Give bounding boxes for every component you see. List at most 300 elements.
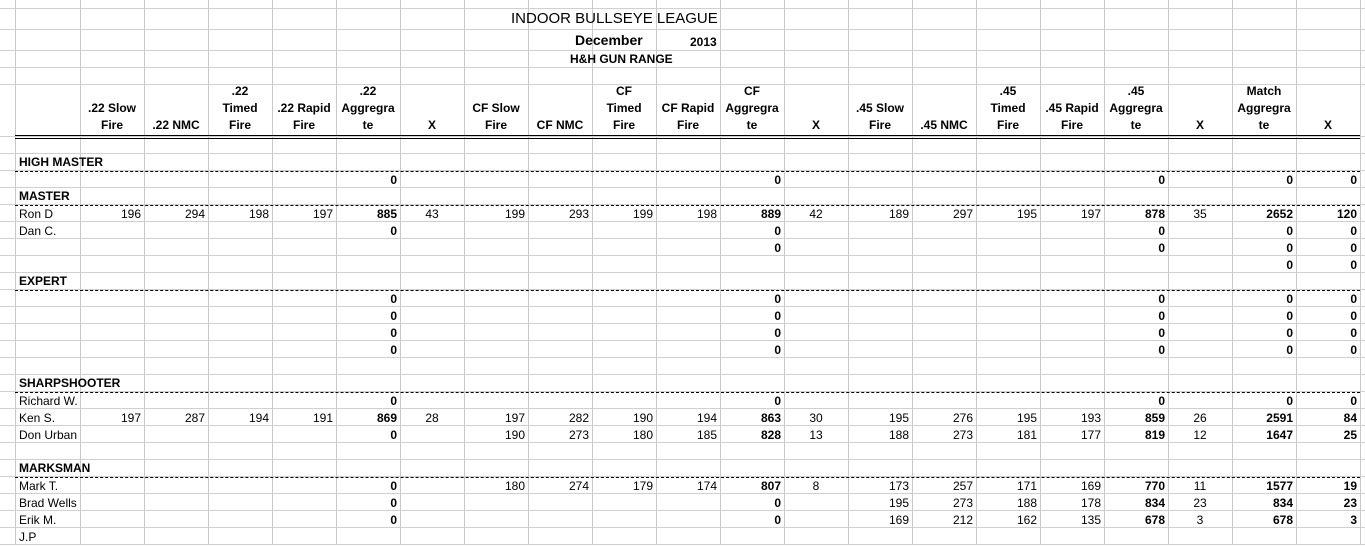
score-cell[interactable] [400, 308, 464, 325]
score-cell[interactable] [1232, 529, 1296, 546]
score-cell[interactable]: 177 [1080, 428, 1101, 442]
score-cell[interactable]: 0 [1158, 326, 1165, 340]
score-cell[interactable]: 0 [774, 394, 781, 408]
score-cell[interactable]: 191 [312, 411, 333, 425]
score-cell[interactable]: 188 [888, 428, 909, 442]
score-cell[interactable]: 0 [390, 343, 397, 357]
score-cell[interactable] [528, 495, 592, 512]
score-cell[interactable] [720, 257, 784, 274]
score-cell[interactable] [592, 512, 656, 529]
shooter-name[interactable]: Brad Wells [19, 496, 77, 510]
score-cell[interactable] [1040, 257, 1104, 274]
score-cell[interactable] [272, 342, 336, 359]
score-cell[interactable]: 0 [1350, 394, 1357, 408]
score-cell[interactable] [1040, 325, 1104, 342]
score-cell[interactable]: 0 [390, 224, 397, 238]
score-cell[interactable] [528, 308, 592, 325]
score-cell[interactable] [272, 325, 336, 342]
score-cell[interactable]: 273 [952, 428, 973, 442]
score-cell[interactable] [528, 342, 592, 359]
score-cell[interactable] [80, 257, 144, 274]
score-cell[interactable]: 194 [696, 411, 717, 425]
score-cell[interactable] [976, 308, 1040, 325]
score-cell[interactable] [1168, 257, 1232, 274]
score-cell[interactable]: 3 [1350, 513, 1357, 527]
score-cell[interactable] [912, 393, 976, 410]
score-cell[interactable]: 25 [1343, 428, 1357, 442]
score-cell[interactable] [976, 529, 1040, 546]
score-cell[interactable] [1040, 291, 1104, 308]
score-cell[interactable] [208, 393, 272, 410]
score-cell[interactable]: 28 [425, 411, 439, 425]
score-cell[interactable]: 174 [696, 479, 717, 493]
score-cell[interactable]: 2652 [1266, 207, 1293, 221]
score-cell[interactable] [976, 223, 1040, 240]
score-cell[interactable] [208, 223, 272, 240]
score-cell[interactable] [272, 308, 336, 325]
score-cell[interactable] [144, 223, 208, 240]
score-cell[interactable] [80, 308, 144, 325]
score-cell[interactable] [272, 223, 336, 240]
score-cell[interactable] [784, 223, 848, 240]
score-cell[interactable]: 0 [1350, 224, 1357, 238]
score-cell[interactable]: 23 [1193, 496, 1207, 510]
score-cell[interactable] [272, 529, 336, 546]
score-cell[interactable] [592, 495, 656, 512]
score-cell[interactable] [592, 257, 656, 274]
score-cell[interactable] [592, 325, 656, 342]
score-cell[interactable] [848, 240, 912, 257]
score-cell[interactable]: 11 [1193, 479, 1207, 493]
score-cell[interactable] [784, 291, 848, 308]
score-cell[interactable]: 878 [1144, 207, 1165, 221]
score-cell[interactable] [592, 308, 656, 325]
score-cell[interactable] [464, 325, 528, 342]
score-cell[interactable] [272, 393, 336, 410]
score-cell[interactable] [1040, 308, 1104, 325]
score-cell[interactable]: 195 [1016, 207, 1037, 221]
score-cell[interactable]: 0 [1350, 309, 1357, 323]
score-cell[interactable] [976, 291, 1040, 308]
score-cell[interactable] [848, 393, 912, 410]
score-cell[interactable] [464, 223, 528, 240]
shooter-name[interactable]: Richard W. [19, 394, 78, 408]
score-cell[interactable]: 0 [390, 394, 397, 408]
score-cell[interactable]: 197 [312, 207, 333, 221]
score-cell[interactable] [464, 393, 528, 410]
score-cell[interactable] [784, 393, 848, 410]
score-cell[interactable] [80, 495, 144, 512]
score-cell[interactable] [1040, 342, 1104, 359]
score-cell[interactable] [208, 512, 272, 529]
score-cell[interactable] [848, 342, 912, 359]
score-cell[interactable]: 0 [774, 326, 781, 340]
score-cell[interactable]: 869 [376, 411, 397, 425]
score-cell[interactable]: 43 [425, 207, 439, 221]
score-cell[interactable] [80, 291, 144, 308]
score-cell[interactable] [400, 478, 464, 495]
score-cell[interactable]: 171 [1016, 479, 1037, 493]
score-cell[interactable]: 807 [760, 479, 781, 493]
score-cell[interactable]: 42 [809, 207, 823, 221]
score-cell[interactable] [400, 427, 464, 444]
score-cell[interactable] [144, 495, 208, 512]
shooter-name[interactable]: Don Urban [19, 428, 78, 442]
score-cell[interactable] [656, 223, 720, 240]
score-cell[interactable] [528, 291, 592, 308]
score-cell[interactable]: 84 [1343, 411, 1357, 425]
score-cell[interactable] [976, 393, 1040, 410]
score-cell[interactable] [208, 529, 272, 546]
score-cell[interactable] [144, 427, 208, 444]
score-cell[interactable]: 35 [1193, 207, 1207, 221]
score-cell[interactable]: 197 [120, 411, 141, 425]
score-cell[interactable] [784, 172, 848, 189]
score-cell[interactable] [80, 393, 144, 410]
score-cell[interactable] [720, 529, 784, 546]
score-cell[interactable]: 0 [774, 496, 781, 510]
score-cell[interactable] [272, 512, 336, 529]
score-cell[interactable]: 863 [760, 411, 781, 425]
score-cell[interactable] [592, 291, 656, 308]
score-cell[interactable] [976, 342, 1040, 359]
score-cell[interactable]: 834 [1272, 496, 1293, 510]
score-cell[interactable]: 0 [1286, 224, 1293, 238]
score-cell[interactable] [464, 512, 528, 529]
score-cell[interactable] [592, 240, 656, 257]
score-cell[interactable] [80, 478, 144, 495]
score-cell[interactable] [656, 529, 720, 546]
score-cell[interactable]: 0 [1158, 394, 1165, 408]
score-cell[interactable] [528, 172, 592, 189]
score-cell[interactable] [80, 223, 144, 240]
score-cell[interactable] [592, 529, 656, 546]
score-cell[interactable] [848, 325, 912, 342]
score-cell[interactable]: 0 [1286, 309, 1293, 323]
score-cell[interactable] [400, 325, 464, 342]
score-cell[interactable] [144, 478, 208, 495]
score-cell[interactable] [784, 495, 848, 512]
score-cell[interactable]: 195 [888, 411, 909, 425]
score-cell[interactable]: 13 [809, 428, 823, 442]
shooter-name[interactable]: Erik M. [19, 513, 57, 527]
score-cell[interactable] [976, 240, 1040, 257]
score-cell[interactable] [208, 478, 272, 495]
score-cell[interactable] [336, 240, 400, 257]
score-cell[interactable] [1168, 291, 1232, 308]
shooter-name[interactable]: Ken S. [19, 411, 56, 425]
score-cell[interactable]: 180 [504, 479, 525, 493]
score-cell[interactable] [656, 495, 720, 512]
score-cell[interactable] [912, 342, 976, 359]
score-cell[interactable] [1168, 240, 1232, 257]
score-cell[interactable] [336, 257, 400, 274]
score-cell[interactable] [848, 529, 912, 546]
score-cell[interactable]: 19 [1343, 479, 1357, 493]
score-cell[interactable] [80, 427, 144, 444]
score-cell[interactable] [144, 172, 208, 189]
score-cell[interactable] [1168, 529, 1232, 546]
score-cell[interactable] [464, 257, 528, 274]
score-cell[interactable] [528, 223, 592, 240]
score-cell[interactable] [208, 257, 272, 274]
score-cell[interactable] [656, 342, 720, 359]
score-cell[interactable]: 0 [1286, 258, 1293, 272]
score-cell[interactable]: 169 [1080, 479, 1101, 493]
score-cell[interactable]: 199 [504, 207, 525, 221]
score-cell[interactable] [272, 427, 336, 444]
score-cell[interactable] [208, 240, 272, 257]
score-cell[interactable] [528, 240, 592, 257]
score-cell[interactable] [144, 342, 208, 359]
score-cell[interactable] [144, 512, 208, 529]
score-cell[interactable] [1104, 257, 1168, 274]
score-cell[interactable] [784, 257, 848, 274]
score-cell[interactable] [464, 342, 528, 359]
score-cell[interactable]: 273 [568, 428, 589, 442]
score-cell[interactable] [336, 529, 400, 546]
score-cell[interactable]: 1577 [1266, 479, 1293, 493]
score-cell[interactable] [400, 240, 464, 257]
score-cell[interactable] [144, 240, 208, 257]
score-cell[interactable]: 0 [774, 241, 781, 255]
score-cell[interactable]: 678 [1144, 513, 1165, 527]
score-cell[interactable]: 0 [1158, 224, 1165, 238]
score-cell[interactable] [592, 393, 656, 410]
score-cell[interactable] [80, 512, 144, 529]
score-cell[interactable] [528, 393, 592, 410]
score-cell[interactable] [976, 257, 1040, 274]
score-cell[interactable]: 0 [390, 496, 397, 510]
score-cell[interactable] [464, 240, 528, 257]
score-cell[interactable]: 819 [1144, 428, 1165, 442]
score-cell[interactable]: 195 [1016, 411, 1037, 425]
score-cell[interactable] [1168, 342, 1232, 359]
score-cell[interactable] [784, 342, 848, 359]
score-cell[interactable] [80, 342, 144, 359]
score-cell[interactable] [272, 257, 336, 274]
shooter-name[interactable]: J.P [19, 530, 37, 544]
shooter-name[interactable]: Ron D [19, 207, 54, 221]
score-cell[interactable]: 173 [888, 479, 909, 493]
score-cell[interactable]: 0 [390, 513, 397, 527]
score-cell[interactable]: 273 [952, 496, 973, 510]
score-cell[interactable]: 0 [1350, 326, 1357, 340]
score-cell[interactable]: 0 [1286, 292, 1293, 306]
score-cell[interactable]: 0 [774, 343, 781, 357]
score-cell[interactable] [848, 172, 912, 189]
score-cell[interactable] [1296, 529, 1360, 546]
score-cell[interactable]: 0 [1350, 343, 1357, 357]
score-cell[interactable]: 0 [390, 428, 397, 442]
score-cell[interactable]: 189 [888, 207, 909, 221]
score-cell[interactable] [464, 308, 528, 325]
score-cell[interactable]: 0 [1286, 326, 1293, 340]
score-cell[interactable] [272, 172, 336, 189]
score-cell[interactable]: 0 [774, 292, 781, 306]
score-cell[interactable]: 293 [568, 207, 589, 221]
score-cell[interactable]: 0 [1286, 394, 1293, 408]
score-cell[interactable] [400, 495, 464, 512]
score-cell[interactable] [656, 291, 720, 308]
score-cell[interactable] [400, 172, 464, 189]
shooter-name[interactable]: Mark T. [19, 479, 59, 493]
score-cell[interactable]: 190 [504, 428, 525, 442]
score-cell[interactable]: 181 [1016, 428, 1037, 442]
score-cell[interactable] [208, 325, 272, 342]
score-cell[interactable]: 0 [1350, 292, 1357, 306]
score-cell[interactable]: 0 [774, 173, 781, 187]
score-cell[interactable] [1168, 223, 1232, 240]
score-cell[interactable] [848, 257, 912, 274]
score-cell[interactable] [1104, 529, 1168, 546]
score-cell[interactable] [784, 529, 848, 546]
score-cell[interactable]: 26 [1193, 411, 1207, 425]
score-cell[interactable] [272, 495, 336, 512]
score-cell[interactable] [912, 257, 976, 274]
score-cell[interactable] [592, 342, 656, 359]
score-cell[interactable] [848, 308, 912, 325]
score-cell[interactable] [528, 512, 592, 529]
score-cell[interactable]: 196 [120, 207, 141, 221]
score-cell[interactable] [400, 393, 464, 410]
score-cell[interactable] [1040, 172, 1104, 189]
score-cell[interactable]: 0 [1158, 292, 1165, 306]
score-cell[interactable] [400, 291, 464, 308]
score-cell[interactable] [1040, 223, 1104, 240]
score-cell[interactable]: 294 [184, 207, 205, 221]
score-cell[interactable] [400, 512, 464, 529]
score-cell[interactable] [528, 529, 592, 546]
score-cell[interactable] [1168, 325, 1232, 342]
score-cell[interactable]: 297 [952, 207, 973, 221]
score-cell[interactable]: 190 [632, 411, 653, 425]
score-cell[interactable] [208, 308, 272, 325]
score-cell[interactable] [1168, 172, 1232, 189]
score-cell[interactable]: 193 [1080, 411, 1101, 425]
score-cell[interactable]: 0 [1158, 309, 1165, 323]
score-cell[interactable] [1168, 393, 1232, 410]
score-cell[interactable] [656, 393, 720, 410]
score-cell[interactable] [272, 478, 336, 495]
score-cell[interactable]: 0 [774, 309, 781, 323]
score-cell[interactable] [80, 529, 144, 546]
score-cell[interactable] [400, 257, 464, 274]
score-cell[interactable] [528, 257, 592, 274]
score-cell[interactable] [912, 291, 976, 308]
score-cell[interactable]: 274 [568, 479, 589, 493]
score-cell[interactable]: 0 [1350, 258, 1357, 272]
score-cell[interactable]: 0 [1286, 343, 1293, 357]
score-cell[interactable] [592, 223, 656, 240]
score-cell[interactable]: 197 [504, 411, 525, 425]
score-cell[interactable]: 287 [184, 411, 205, 425]
score-cell[interactable] [912, 223, 976, 240]
score-cell[interactable] [784, 512, 848, 529]
score-cell[interactable]: 195 [888, 496, 909, 510]
score-cell[interactable] [784, 308, 848, 325]
score-cell[interactable] [1168, 308, 1232, 325]
score-cell[interactable] [656, 512, 720, 529]
score-cell[interactable] [208, 495, 272, 512]
score-cell[interactable] [1040, 529, 1104, 546]
score-cell[interactable]: 0 [1350, 241, 1357, 255]
score-cell[interactable] [1040, 393, 1104, 410]
score-cell[interactable]: 885 [376, 207, 397, 221]
score-cell[interactable]: 212 [952, 513, 973, 527]
score-cell[interactable]: 169 [888, 513, 909, 527]
score-cell[interactable] [976, 325, 1040, 342]
score-cell[interactable]: 179 [632, 479, 653, 493]
score-cell[interactable] [912, 240, 976, 257]
score-cell[interactable] [80, 325, 144, 342]
score-cell[interactable] [656, 308, 720, 325]
score-cell[interactable] [912, 172, 976, 189]
score-cell[interactable]: 197 [1080, 207, 1101, 221]
score-cell[interactable]: 276 [952, 411, 973, 425]
score-cell[interactable] [208, 342, 272, 359]
score-cell[interactable]: 0 [390, 309, 397, 323]
score-cell[interactable] [400, 529, 464, 546]
score-cell[interactable]: 198 [696, 207, 717, 221]
score-cell[interactable]: 0 [1158, 343, 1165, 357]
score-cell[interactable]: 0 [390, 479, 397, 493]
score-cell[interactable] [400, 342, 464, 359]
score-cell[interactable]: 0 [1286, 173, 1293, 187]
score-cell[interactable]: 12 [1193, 428, 1207, 442]
score-cell[interactable] [912, 308, 976, 325]
score-cell[interactable]: 1647 [1266, 428, 1293, 442]
score-cell[interactable]: 23 [1343, 496, 1357, 510]
score-cell[interactable]: 678 [1272, 513, 1293, 527]
score-cell[interactable] [656, 240, 720, 257]
score-cell[interactable] [80, 172, 144, 189]
score-cell[interactable]: 834 [1144, 496, 1165, 510]
score-cell[interactable]: 180 [632, 428, 653, 442]
score-cell[interactable]: 0 [390, 292, 397, 306]
score-cell[interactable] [592, 172, 656, 189]
score-cell[interactable] [464, 291, 528, 308]
score-cell[interactable] [656, 172, 720, 189]
score-cell[interactable] [144, 308, 208, 325]
score-cell[interactable]: 199 [632, 207, 653, 221]
score-cell[interactable] [464, 495, 528, 512]
score-cell[interactable]: 2591 [1266, 411, 1293, 425]
score-cell[interactable]: 0 [774, 513, 781, 527]
score-cell[interactable] [80, 240, 144, 257]
score-cell[interactable]: 135 [1080, 513, 1101, 527]
score-cell[interactable] [272, 240, 336, 257]
score-cell[interactable]: 178 [1080, 496, 1101, 510]
score-cell[interactable] [784, 240, 848, 257]
score-cell[interactable]: 889 [760, 207, 781, 221]
score-cell[interactable] [144, 257, 208, 274]
score-cell[interactable] [784, 325, 848, 342]
score-cell[interactable] [144, 529, 208, 546]
score-cell[interactable] [144, 325, 208, 342]
score-cell[interactable]: 8 [812, 479, 820, 493]
score-cell[interactable]: 859 [1144, 411, 1165, 425]
score-cell[interactable]: 30 [809, 411, 823, 425]
score-cell[interactable] [912, 529, 976, 546]
score-cell[interactable] [208, 291, 272, 308]
score-cell[interactable] [1040, 240, 1104, 257]
score-cell[interactable]: 0 [774, 224, 781, 238]
score-cell[interactable]: 257 [952, 479, 973, 493]
score-cell[interactable]: 770 [1144, 479, 1165, 493]
score-cell[interactable]: 0 [1158, 173, 1165, 187]
score-cell[interactable]: 828 [760, 428, 781, 442]
